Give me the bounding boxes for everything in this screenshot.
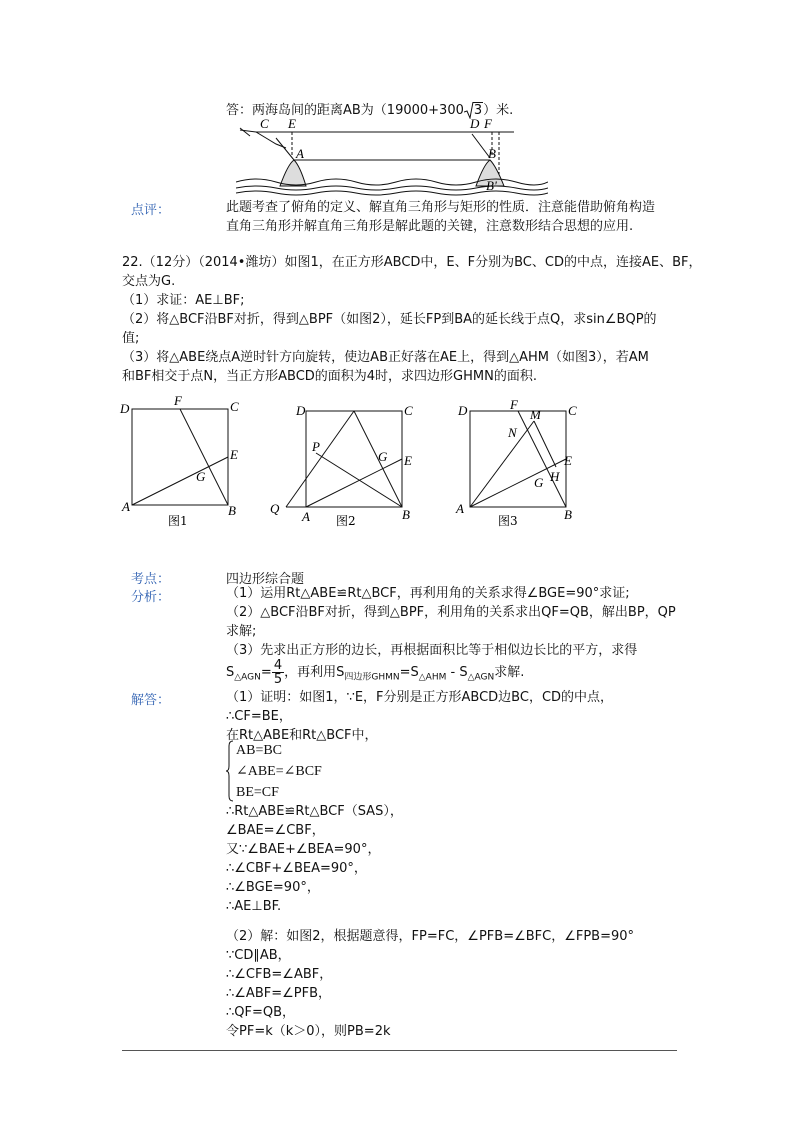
problem-statement [122,253,701,386]
footer-divider [122,1050,677,1051]
previous-answer-suffix: ）米. [483,103,514,118]
label-D: D [470,116,480,131]
fig1-label-A: A [122,499,130,514]
fig2-label-E: E [404,453,412,468]
equation-1: AB=BC [236,743,283,758]
fig3-caption: 图3 [498,514,518,528]
analysis-text [226,584,676,660]
answer-line: ∴∠CBF+∠BEA=90°， [226,861,367,876]
answer-line: （2）解：如图2，根据题意得，FP=FC，∠PFB=∠BFC，∠FPB=90° [226,929,635,944]
answer-line: ∠BAE=∠CBF， [226,823,325,838]
fig1-label-E: E [230,447,238,462]
fig2-label-G: G [378,449,388,464]
islands-figure-drawing [236,116,548,196]
formula-end: 求解. [494,665,525,680]
review-label: 点评： [131,203,171,218]
label-F: F [484,116,492,131]
analysis-line: （1）运用Rt△ABE≌Rt△BCF，再利用角的关系求得∠BGE=90°求证; [226,586,630,601]
figure-3-drawing [452,397,592,537]
sqrt-radicand: 3 [473,103,483,118]
formula-sub-ahm: △AHM [418,672,447,683]
analysis-formula [226,659,524,686]
figure-1 [118,395,248,535]
fig3-label-G: G [534,475,544,490]
answer-line: 令PF=k（k＞0），则PB=2k [226,1024,391,1039]
fraction-denominator: 5 [273,672,283,687]
analysis-line: （2）△BCF沿BF对折，得到△BPF，利用角的关系求出QF=QB，解出BP，QP [226,605,676,620]
formula-eq2: =S [399,665,419,680]
analysis-line: （3）先求出正方形的边长，再根据面积比等于相似边长比的平方，求得 [226,643,638,658]
answer-line: ∴CF=BE， [226,709,292,724]
fig2-label-B: B [402,507,410,522]
kaodian-label: 考点： [131,572,171,587]
fig1-caption: 图1 [168,514,188,528]
fig2-label-Q: Q [270,501,280,516]
fig1-label-F: F [174,395,182,408]
review-line: 直角三角形并解直角三角形是解此题的关键，注意数形结合思想的应用. [226,219,634,234]
equation-3: BE=CF [236,785,279,800]
fig3-label-N: N [508,425,517,440]
problem-line: （2）将△BCF沿BF对折，得到△BPF（如图2），延长FP到BA的延长线于点Q，求sin∠BQP的 [122,312,657,327]
problem-line: 值; [122,331,140,346]
analysis-label: 分析： [131,590,171,605]
answer-part1 [226,688,613,745]
answer-part2 [226,927,634,1041]
label-C: C [260,116,269,131]
fraction [272,659,284,686]
answer-part1-tail [226,802,403,916]
brace-icon [226,740,234,802]
formula-sub-agn: △AGN [234,672,261,683]
fig2-label-A: A [302,509,310,524]
fig3-label-F: F [510,397,518,412]
answer-line: ∴∠CFB=∠ABF， [226,967,333,982]
fig2-label-P: P [312,439,320,454]
fig2-label-D: D [296,403,306,418]
islands-figure [236,116,548,196]
label-E: E [288,116,296,131]
figure-3 [452,397,592,537]
problem-line: （3）将△ABE绕点A逆时针方向旋转，使边AB正好落在AE上，得到△AHM（如图3），若AM [122,350,649,365]
fig3-label-H: H [550,469,560,484]
problem-line: 交点为G. [122,274,176,289]
answer-line: （1）证明：如图1，∵E，F分别是正方形ABCD边BC，CD的中点， [226,690,614,705]
label-B: B [488,146,496,161]
fig3-label-E: E [564,453,572,468]
figure-1-drawing [118,395,248,535]
answer-line: ∴Rt△ABE≌Rt△BCF（SAS）， [226,804,403,819]
answer-line: ∴∠BGE=90°， [226,880,320,895]
answer-line: 在Rt△ABE和Rt△BCF中， [226,728,378,743]
review-text [226,198,655,236]
answer-line: ∴QF=QB， [226,1005,296,1020]
kaodian-text: 四边形综合题 [226,572,305,587]
equation-2: ∠ABE=∠BCF [236,764,322,779]
label-A: A [296,146,304,161]
problem-line: （1）求证：AE⊥BF; [122,293,245,308]
fig2-label-C: C [404,403,413,418]
formula-sub-agn-2: △AGN [467,672,495,683]
fraction-numerator: 4 [273,658,283,673]
fig1-label-G: G [196,469,206,484]
figure-2-drawing [268,397,428,537]
previous-answer-prefix: 答：两海岛间的距离AB为（19000+300 [226,103,464,118]
review-line: 此题考查了俯角的定义、解直角三角形与矩形的性质．注意能借助俯角构造 [226,200,656,215]
fig1-label-C: C [230,399,239,414]
formula-minus: - S [446,665,468,680]
fig3-label-C: C [568,403,577,418]
fig3-label-D: D [458,403,468,418]
fig2-caption: 图2 [336,514,356,528]
formula-sub-ghmn: 四边形GHMN [344,672,400,683]
answer-label: 解答： [131,693,171,708]
fig3-label-M: M [530,407,541,422]
answer-line: ∴AE⊥BF. [226,899,282,914]
formula-mid: ，再利用S [284,665,345,680]
formula-s: S [226,665,235,680]
label-B-prime: B' [486,178,497,193]
problem-line: 和BF相交于点N，当正方形ABCD的面积为4时，求四边形GHMN的面积. [122,369,537,384]
formula-equals: = [260,665,272,680]
answer-line: ∴∠ABF=∠PFB， [226,986,331,1001]
answer-line: ∵CD∥AB， [226,948,291,963]
analysis-line: 求解; [226,624,257,639]
fig3-label-B: B [564,507,572,522]
figure-2 [268,397,428,537]
problem-line: 22.（12分）（2014•潍坊）如图1，在正方形ABCD中，E、F分别为BC、CD的中点，连接AE、BF， [122,255,702,270]
fig1-label-B: B [228,503,236,518]
fig3-label-A: A [456,501,464,516]
fig1-label-D: D [120,401,130,416]
answer-line: 又∵∠BAE+∠BEA=90°， [226,842,381,857]
